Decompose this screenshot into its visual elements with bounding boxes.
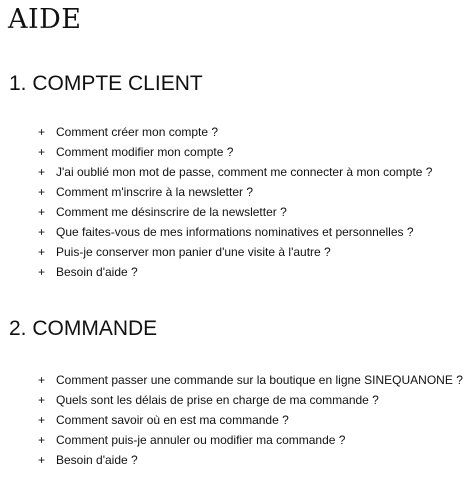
faq-item [0, 222, 473, 242]
faq-item [0, 370, 473, 390]
plus-icon: + [38, 145, 46, 159]
faq-item [0, 142, 473, 162]
faq-item [0, 162, 473, 182]
plus-icon: + [38, 125, 46, 139]
faq-item [0, 262, 473, 282]
faq-link-desinscription-newsletter[interactable]: Comment me désinscrire de la newsletter ? [56, 205, 287, 219]
faq-list-compte-client [0, 122, 473, 282]
faq-item [0, 430, 473, 450]
faq-item [0, 410, 473, 430]
faq-link-conserver-panier[interactable]: Puis-je conserver mon panier d'une visite à l'autre ? [56, 245, 331, 259]
faq-link-creer-compte[interactable]: Comment créer mon compte ? [56, 125, 219, 139]
faq-link-suivi-commande[interactable]: Comment savoir où en est ma commande ? [56, 413, 289, 427]
faq-item [0, 182, 473, 202]
plus-icon: + [38, 225, 46, 239]
faq-link-besoin-aide-commande[interactable]: Besoin d'aide ? [56, 453, 138, 467]
faq-link-besoin-aide[interactable]: Besoin d'aide ? [56, 265, 138, 279]
faq-item [0, 122, 473, 142]
faq-item [0, 390, 473, 410]
section-title-commande: 2. COMMANDE [9, 317, 158, 340]
faq-item [0, 242, 473, 262]
plus-icon: + [38, 433, 46, 447]
section-title-compte-client: 1. COMPTE CLIENT [9, 72, 203, 95]
faq-link-inscription-newsletter[interactable]: Comment m'inscrire à la newsletter ? [56, 185, 254, 199]
faq-link-mot-de-passe-oublie[interactable]: J'ai oublié mon mot de passe, comment me connecter à mon compte ? [56, 165, 433, 179]
plus-icon: + [38, 453, 46, 467]
plus-icon: + [38, 393, 46, 407]
faq-link-annuler-modifier-commande[interactable]: Comment puis-je annuler ou modifier ma commande ? [56, 433, 346, 447]
faq-list-commande [0, 370, 473, 470]
faq-link-delais-prise-en-charge[interactable]: Quels sont les délais de prise en charge de ma commande ? [56, 393, 379, 407]
faq-item [0, 202, 473, 222]
page-title: AIDE [8, 4, 82, 35]
plus-icon: + [38, 185, 46, 199]
plus-icon: + [38, 373, 46, 387]
plus-icon: + [38, 413, 46, 427]
faq-link-informations-personnelles[interactable]: Que faites-vous de mes informations nominatives et personnelles ? [56, 225, 414, 239]
plus-icon: + [38, 265, 46, 279]
faq-link-passer-commande[interactable]: Comment passer une commande sur la boutique en ligne SINEQUANONE ? [56, 373, 463, 387]
plus-icon: + [38, 245, 46, 259]
faq-link-modifier-compte[interactable]: Comment modifier mon compte ? [56, 145, 234, 159]
plus-icon: + [38, 205, 46, 219]
faq-item [0, 450, 473, 470]
plus-icon: + [38, 165, 46, 179]
